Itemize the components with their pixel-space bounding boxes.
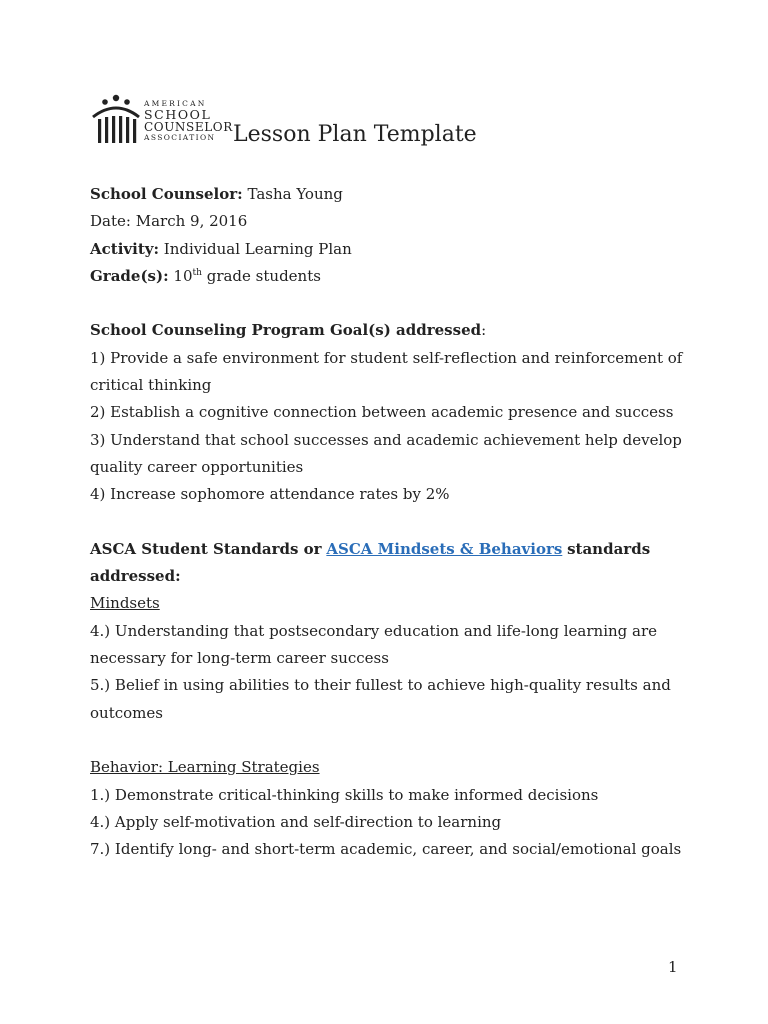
goal-item: 1) Provide a safe environment for student self-reflection and reinforcement of critical thinking xyxy=(90,348,683,395)
asca-logo-wordmark xyxy=(144,100,233,142)
activity-line xyxy=(90,236,690,263)
mindsets-title: Mindsets xyxy=(90,594,160,613)
mindset-item: 5.) Belief in using abilities to their fullest to achieve high-quality results and outcomes xyxy=(90,676,671,722)
counselor-line xyxy=(90,181,690,208)
mindset-item: 4.) Understanding that postsecondary education and life-long learning are necessary for long-term career success xyxy=(90,621,658,668)
asca-logo-icon xyxy=(90,93,142,145)
standards-heading xyxy=(90,536,690,591)
document-title: Lesson Plan Template xyxy=(233,122,477,147)
standards-heading-a: ASCA Student Standards or xyxy=(90,539,322,558)
document-body xyxy=(90,181,690,863)
counselor-label: School Counselor: xyxy=(90,185,243,203)
date-line xyxy=(90,208,690,235)
standards-heading-b: standards addressed: xyxy=(90,539,651,586)
asca-mindsets-behaviors-link[interactable]: ASCA Mindsets & Behaviors xyxy=(326,539,563,558)
grade-number: 10 xyxy=(173,266,193,285)
goals-heading-text: School Counseling Program Goal(s) addressed xyxy=(90,321,482,340)
activity-value: Individual Learning Plan xyxy=(163,239,352,258)
page-number: 1 xyxy=(668,958,678,976)
logo-line-counselor: COUNSELOR xyxy=(144,120,233,134)
activity-label: Activity: xyxy=(90,239,159,258)
date-value: March 9, 2016 xyxy=(135,212,248,231)
grade-label: Grade(s): xyxy=(90,266,169,285)
grade-rest: grade students xyxy=(206,266,321,285)
grade-suffix: th xyxy=(192,267,202,278)
goal-item: 2) Establish a cognitive connection between academic presence and success xyxy=(90,403,674,422)
goals-heading xyxy=(90,317,690,344)
document-header xyxy=(90,93,690,149)
behavior-title: Behavior: Learning Strategies xyxy=(90,758,320,777)
goals-heading-colon: : xyxy=(481,321,487,340)
counselor-value: Tasha Young xyxy=(247,185,343,203)
behavior-item: 4.) Apply self-motivation and self-direction to learning xyxy=(90,812,502,831)
date-label: Date: xyxy=(90,212,131,231)
grade-line xyxy=(90,263,690,290)
behavior-item: 7.) Identify long- and short-term academic, career, and social/emotional goals xyxy=(90,840,682,859)
logo-line-school: SCHOOL xyxy=(144,106,212,122)
logo-line-association: ASSOCIATION xyxy=(144,133,216,142)
behavior-item: 1.) Demonstrate critical-thinking skills to make informed decisions xyxy=(90,785,599,804)
logo-line-american: AMERICAN xyxy=(144,99,207,108)
goal-item: 4) Increase sophomore attendance rates by 2% xyxy=(90,485,450,504)
goal-item: 3) Understand that school successes and academic achievement help develop quality career opportunities xyxy=(90,430,682,476)
